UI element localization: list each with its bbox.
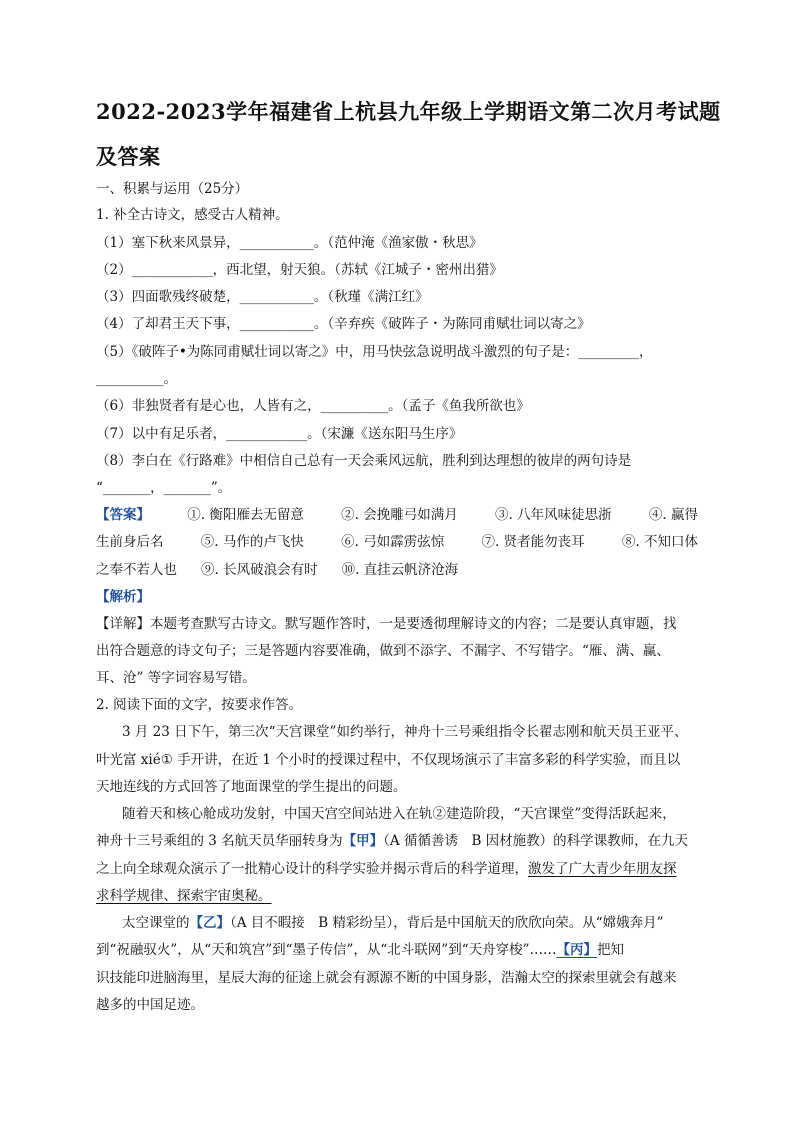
passage-p3-line1 bbox=[122, 913, 664, 933]
question-1-item-3: （3）四面歌残终破楚，___________。（秋瑾《满江红》 bbox=[96, 289, 429, 305]
answer-3: ③. 八年风味徒思浙 bbox=[495, 507, 612, 523]
passage-p1-line3: 天地连线的方式回答了地面课堂的学生提出的问题。 bbox=[96, 779, 407, 795]
answer-8-cont: 之奉不若人也 bbox=[96, 562, 177, 578]
answer-label: 【答案】 bbox=[96, 507, 150, 523]
detail-line-2: 出符合题意的诗文句子；三是答题内容要准确，做到不添字、不漏字、不写错字。“雁、满、赢、 bbox=[96, 643, 670, 659]
detail-line-3: 耳、沧” 等字词容易写错。 bbox=[96, 670, 256, 686]
passage-text: 之上向全球观众演示了一批精心设计的科学实验并揭示背后的科学道理， bbox=[96, 861, 528, 877]
question-1-stem: 1. 补全古诗文，感受古人精神。 bbox=[96, 207, 289, 223]
detail-line-1 bbox=[96, 614, 677, 634]
question-1-item-8-cont: “_______，_______”。 bbox=[96, 480, 232, 496]
answer-1: ①. 衡阳雁去无留意 bbox=[187, 507, 304, 523]
section-heading: 一、积累与运用（25分） bbox=[96, 181, 249, 197]
passage-p2-line4 bbox=[96, 886, 272, 906]
question-1-item-2: （2）____________，西北望，射天狼。（苏轼《江城子・密州出猎》 bbox=[96, 262, 503, 278]
detail-label: 【详解】 bbox=[96, 616, 150, 632]
question-1-item-4: （4）了却君王天下事，___________。（辛弃疾《破阵子・为陈同甫赋壮词以寄之》 bbox=[96, 316, 591, 332]
question-1-item-5-cont: __________。 bbox=[96, 371, 177, 387]
blank-marker-a: 【甲】 bbox=[342, 833, 384, 849]
answer-2: ②. 会挽雕弓如满月 bbox=[341, 507, 458, 523]
answer-6: ⑥. 弓如霹雳弦惊 bbox=[341, 534, 445, 550]
question-1-item-6: （6）非独贤者有是心也，人皆有之，__________。（孟子《鱼我所欲也》 bbox=[96, 398, 530, 414]
answer-10: ⑩. 直挂云帆济沧海 bbox=[341, 562, 459, 578]
blank-marker-c: 【丙】 bbox=[556, 942, 598, 958]
question-1-item-5: （5）《破阵子•为陈同甫赋壮词以寄之》中，用马快弦急说明战斗激烈的句子是：_________， bbox=[96, 344, 653, 360]
question-1-item-7: （7）以中有足乐者，____________。（宋濂《送东阳马生序》 bbox=[96, 426, 463, 442]
passage-p3-line3: 识技能印进脑海里，星辰大海的征途上就会有源源不断的中国身影，浩瀚太空的探索里就会有越来 bbox=[96, 970, 677, 986]
passage-p3-line4: 越多的中国足迹。 bbox=[96, 997, 204, 1013]
answer-9: ⑨. 长风破浪会有时 bbox=[201, 562, 318, 578]
answer-7: ⑦. 贤者能勿丧耳 bbox=[481, 534, 585, 550]
passage-p1-line1: 3 月 23 日下午，第三次“天宫课堂”如约举行，神舟十三号乘组指令长翟志刚和航天员王亚平、 bbox=[122, 724, 688, 740]
answer-4-cont: 生前身后名 bbox=[96, 534, 164, 550]
answer-line-1 bbox=[96, 505, 698, 525]
answer-5: ⑤. 马作的卢飞快 bbox=[200, 534, 304, 550]
passage-text: （A 循循善诱 B 因材施教）的科学课教师，在九天 bbox=[383, 833, 689, 849]
answer-4: ④. 赢得 bbox=[648, 507, 698, 523]
underlined-sentence-cont: 求科学规律、探索宇宙奥秘。 bbox=[96, 888, 272, 904]
question-1-item-1: （1）塞下秋来风景异，___________。（范仲淹《渔家傲・秋思》 bbox=[96, 235, 483, 251]
passage-text: 把知 bbox=[597, 942, 625, 958]
answer-line-3 bbox=[96, 560, 458, 580]
passage-text: 太空课堂的 bbox=[122, 915, 190, 931]
blank-marker-b: 【乙】 bbox=[189, 915, 230, 931]
passage-p2-line2 bbox=[96, 831, 688, 851]
passage-p1-line2: 叶光富 xié① 手开讲，在近 1 个小时的授课过程中，不仅现场演示了丰富多彩的科学实验，而且以 bbox=[96, 752, 681, 768]
document-title-line1: 2022-2023学年福建省上杭县九年级上学期语文第二次月考试题 bbox=[96, 99, 721, 124]
question-2-stem: 2. 阅读下面的文字，按要求作答。 bbox=[96, 697, 303, 713]
detail-text-1: 本题考查默写古诗文。默写题作答时，一是要透彻理解诗文的内容；二是要认真审题，找 bbox=[150, 616, 677, 632]
passage-p2-line1: 随着天和核心舱成功发射，中国天宫空间站进入在轨②建造阶段，“天宫课堂”变得活跃起来， bbox=[122, 806, 676, 822]
passage-p3-line2 bbox=[96, 940, 624, 960]
passage-text: 到“祝融驭火”，从“天和筑宫”到“墨子传信”，从“北斗联网”到“天舟穿梭”…… bbox=[96, 942, 557, 958]
document-title-line2: 及答案 bbox=[96, 144, 161, 169]
question-1-item-8: （8）李白在《行路难》中相信自己总有一天会乘风远航，胜利到达理想的彼岸的两句诗是 bbox=[96, 453, 632, 469]
passage-text: 神舟十三号乘组的 3 名航天员华丽转身为 bbox=[96, 833, 343, 849]
answer-line-2 bbox=[96, 532, 698, 552]
underlined-sentence: 激发了广大青少年朋友探 bbox=[528, 861, 677, 877]
passage-text: （A 目不暇接 B 精彩纷呈），背后是中国航天的欣欣向荣。从“嫦娥奔月” bbox=[230, 915, 664, 931]
passage-p2-line3 bbox=[96, 859, 677, 879]
analysis-label: 【解析】 bbox=[96, 589, 150, 605]
answer-8: ⑧. 不知口体 bbox=[621, 534, 698, 550]
